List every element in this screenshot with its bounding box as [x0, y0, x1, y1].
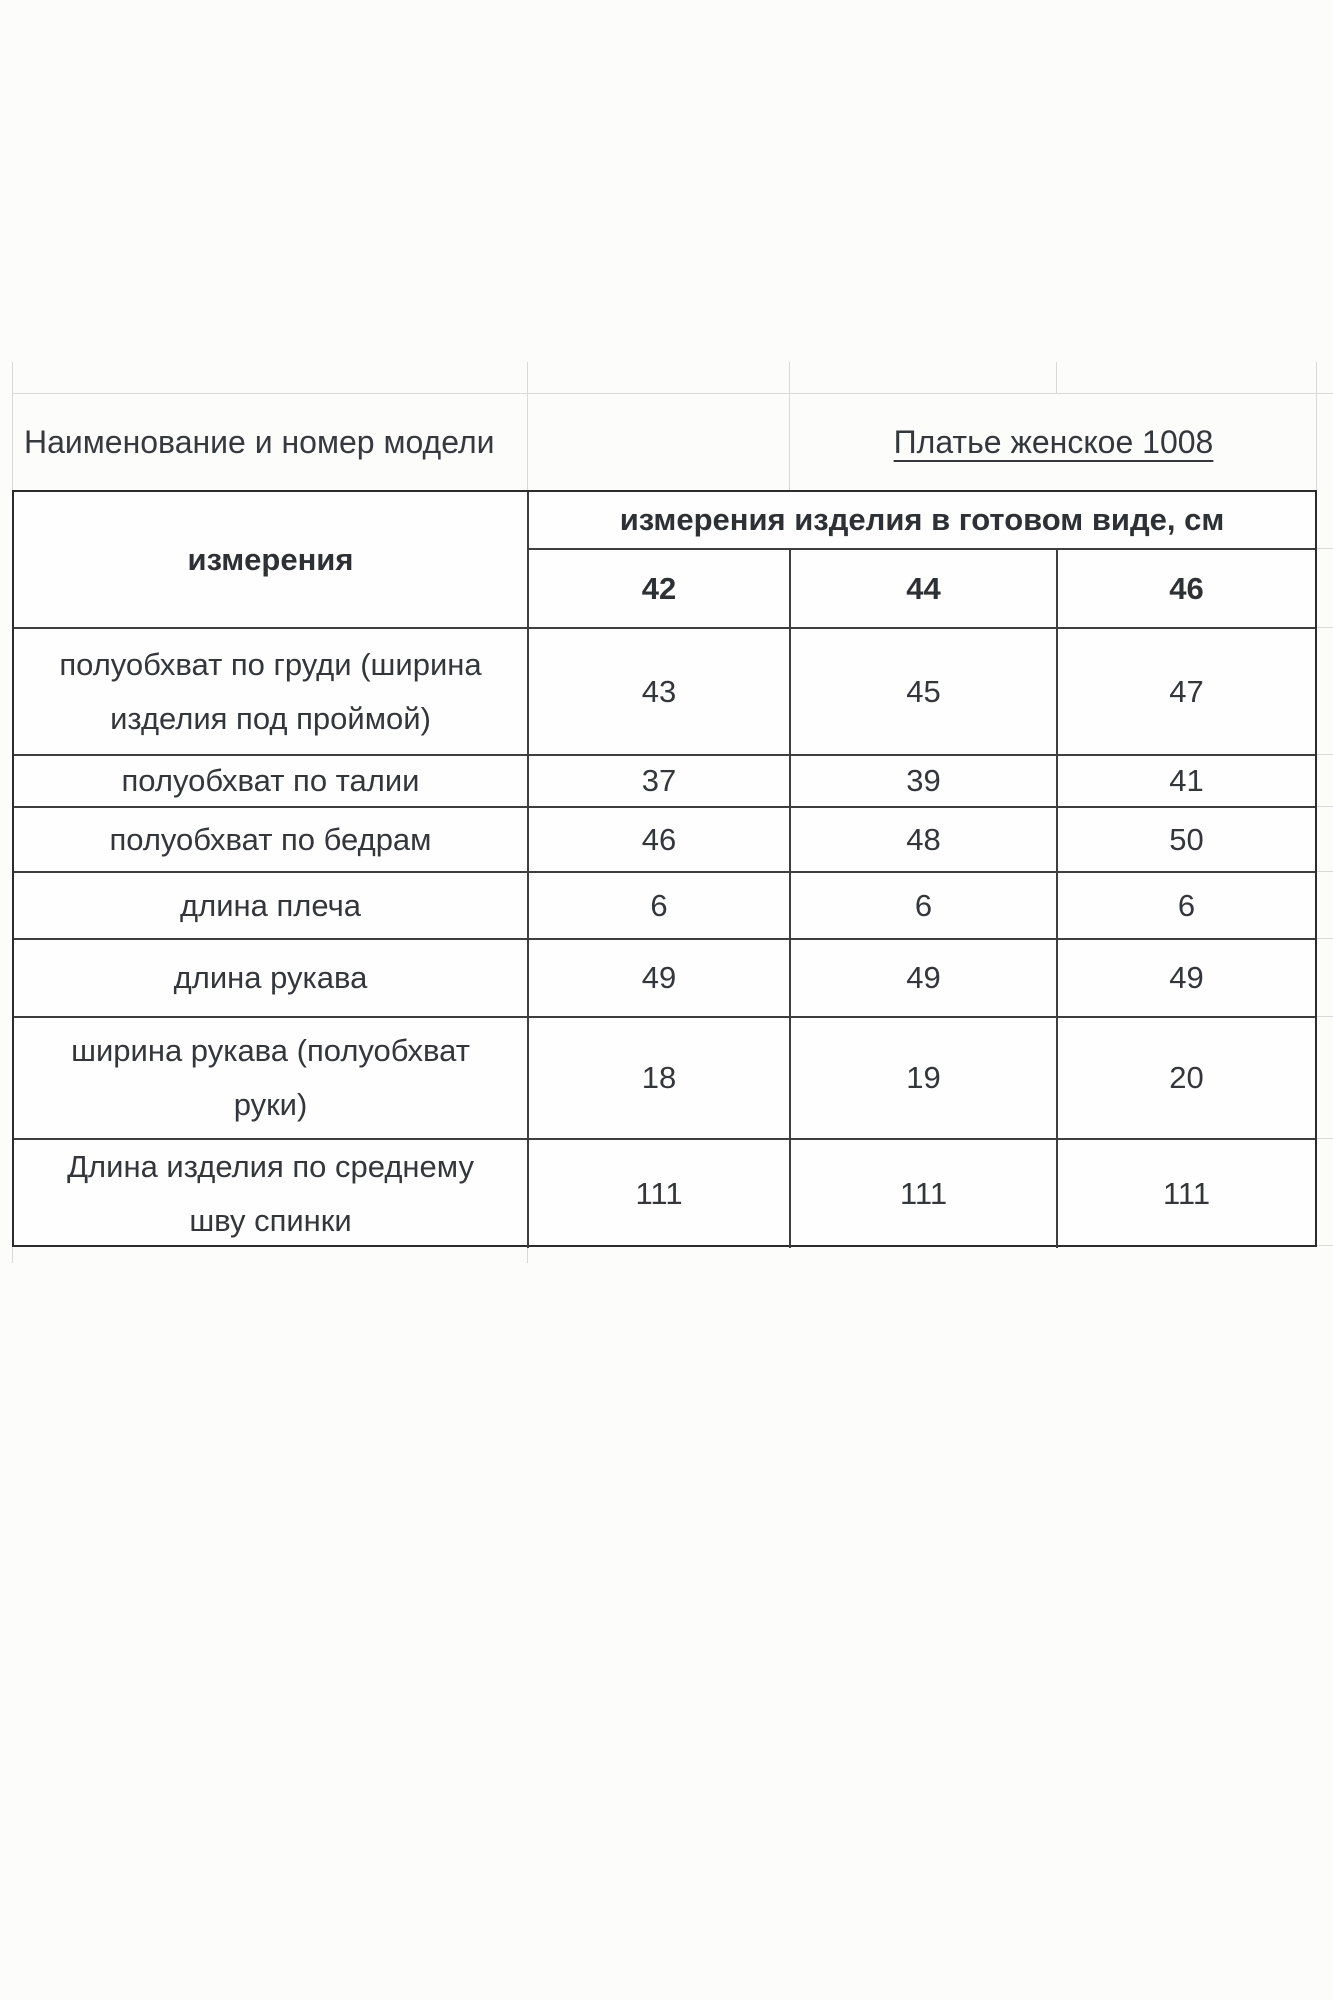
gridline [12, 1247, 13, 1263]
gridline [1317, 871, 1333, 872]
row-label-hips: полуобхват по бедрам [14, 808, 529, 873]
value-cell: 111 [529, 1140, 791, 1248]
size-header-42: 42 [529, 550, 791, 629]
gridline [1317, 806, 1333, 807]
gridline [1317, 1245, 1333, 1246]
title-row [12, 394, 1317, 490]
value-cell: 6 [791, 873, 1058, 940]
value-cell: 6 [1058, 873, 1315, 940]
value-cell: 49 [791, 940, 1058, 1018]
gridline [527, 1247, 528, 1263]
row-label-back-length: Длина изделия по среднему шву спинки [14, 1140, 529, 1248]
gridline [1317, 754, 1333, 755]
value-cell: 39 [791, 756, 1058, 808]
row-label-waist: полуобхват по талии [14, 756, 529, 808]
gridline [1317, 1138, 1333, 1139]
gridline [1317, 627, 1333, 628]
value-cell: 111 [1162, 1176, 1211, 1211]
sizes-group-header-cell: измерения изделия в готовом виде, см [529, 492, 1315, 550]
value-cell: 47 [1058, 629, 1315, 756]
size-table [12, 490, 1317, 1247]
measurements-header-cell: измерения [14, 492, 529, 629]
model-name: Платье женское 1008 [893, 423, 1214, 460]
value-cell: 48 [791, 808, 1058, 873]
value-cell: 45 [791, 629, 1058, 756]
value-cell: 18 [529, 1018, 791, 1140]
value-cell: 37 [529, 756, 791, 808]
value-cell: 49 [1058, 940, 1315, 1018]
row-label-shoulder: длина плеча [14, 873, 529, 940]
value-cell: 6 [529, 873, 791, 940]
gridline [1317, 1016, 1333, 1017]
row-label-chest: полуобхват по груди (ширина изделия под проймой) [14, 629, 529, 756]
gridline [1056, 362, 1057, 393]
size-header-44: 44 [791, 550, 1058, 629]
gridline [1317, 938, 1333, 939]
value-cell: 19 [791, 1018, 1058, 1140]
value-cell: 41 [1058, 756, 1315, 808]
model-label: Наименование и номер модели [24, 423, 495, 460]
row-label-sleeve-width: ширина рукава (полуобхват руки) [14, 1018, 529, 1140]
value-cell: 20 [1058, 1018, 1315, 1140]
row-label-sleeve-length: длина рукава [14, 940, 529, 1018]
value-cell: 49 [529, 940, 791, 1018]
value-cell: 50 [1058, 808, 1315, 873]
gridline [1317, 548, 1333, 549]
value-cell: 111 [791, 1140, 1058, 1248]
size-header-46: 46 [1058, 550, 1315, 629]
value-cell: 43 [529, 629, 791, 756]
value-cell: 46 [529, 808, 791, 873]
